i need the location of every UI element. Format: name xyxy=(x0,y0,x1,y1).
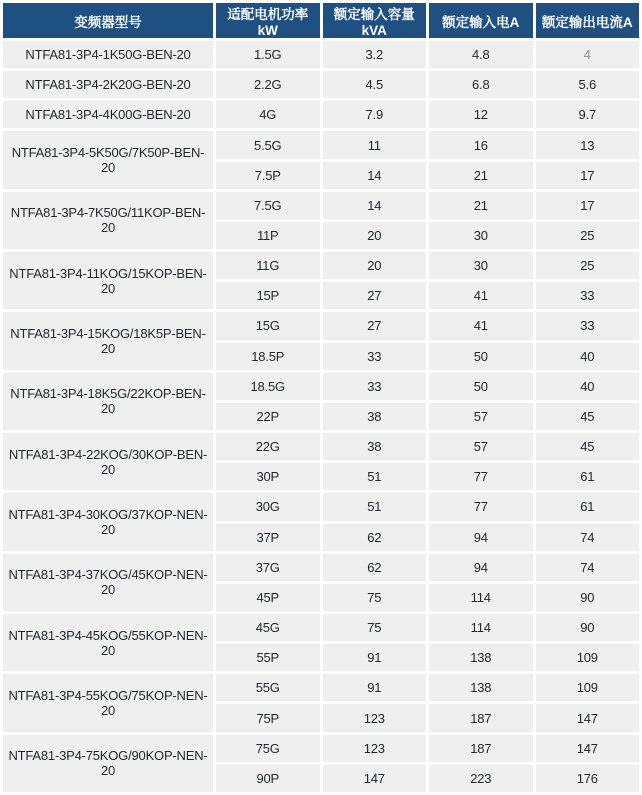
value-cell: 90P xyxy=(216,765,320,792)
value-cell: 147 xyxy=(536,735,640,762)
header-row xyxy=(3,3,639,38)
model-cell: NTFA81-3P4-5K50G/7K50P-BEN-20 xyxy=(3,131,213,188)
table-row xyxy=(3,41,639,68)
table-row xyxy=(3,131,639,158)
value-cell: 55P xyxy=(216,644,320,671)
value-cell: 138 xyxy=(429,644,533,671)
value-cell: 33 xyxy=(323,343,427,370)
value-cell: 40 xyxy=(536,373,640,400)
value-cell: 57 xyxy=(429,433,533,460)
value-cell: 114 xyxy=(429,584,533,611)
value-cell: 147 xyxy=(323,765,427,792)
value-cell: 187 xyxy=(429,704,533,731)
value-cell: 41 xyxy=(429,312,533,339)
value-cell: 90 xyxy=(536,584,640,611)
value-cell: 55G xyxy=(216,674,320,701)
value-cell: 25 xyxy=(536,252,640,279)
value-cell: 75G xyxy=(216,735,320,762)
value-cell: 40 xyxy=(536,343,640,370)
value-cell: 7.5P xyxy=(216,162,320,189)
value-cell: 5.5G xyxy=(216,131,320,158)
value-cell: 75 xyxy=(323,584,427,611)
value-cell: 33 xyxy=(536,312,640,339)
model-cell: NTFA81-3P4-18K5G/22KOP-BEN-20 xyxy=(3,373,213,430)
value-cell: 11P xyxy=(216,222,320,249)
header-model: 变频器型号 xyxy=(3,3,213,38)
value-cell: 11 xyxy=(323,131,427,158)
value-cell: 45 xyxy=(536,403,640,430)
table-row xyxy=(3,493,639,520)
value-cell: 75P xyxy=(216,704,320,731)
value-cell: 27 xyxy=(323,312,427,339)
value-cell: 1.5G xyxy=(216,41,320,68)
value-cell: 62 xyxy=(323,554,427,581)
value-cell: 15G xyxy=(216,312,320,339)
table-row xyxy=(3,433,639,460)
value-cell: 38 xyxy=(323,433,427,460)
value-cell: 22G xyxy=(216,433,320,460)
value-cell: 27 xyxy=(323,282,427,309)
value-cell: 17 xyxy=(536,162,640,189)
header-motor-power: 适配电机功率kW xyxy=(216,3,320,38)
value-cell: 90 xyxy=(536,614,640,641)
table-row xyxy=(3,614,639,641)
value-cell: 22P xyxy=(216,403,320,430)
value-cell: 123 xyxy=(323,735,427,762)
table-row xyxy=(3,71,639,98)
value-cell: 30 xyxy=(429,222,533,249)
value-cell: 57 xyxy=(429,403,533,430)
table-row xyxy=(3,192,639,219)
value-cell: 223 xyxy=(429,765,533,792)
header-input-capacity: 额定输入容量kVA xyxy=(323,3,427,38)
value-cell: 176 xyxy=(536,765,640,792)
value-cell: 33 xyxy=(536,282,640,309)
value-cell: 94 xyxy=(429,554,533,581)
value-cell: 16 xyxy=(429,131,533,158)
value-cell: 50 xyxy=(429,343,533,370)
value-cell: 4.8 xyxy=(429,41,533,68)
value-cell: 62 xyxy=(323,524,427,551)
value-cell: 4 xyxy=(536,41,640,68)
value-cell: 51 xyxy=(323,493,427,520)
model-cell: NTFA81-3P4-7K50G/11KOP-BEN-20 xyxy=(3,192,213,249)
value-cell: 74 xyxy=(536,554,640,581)
header-input-current: 额定输入电A xyxy=(429,3,533,38)
value-cell: 61 xyxy=(536,463,640,490)
value-cell: 114 xyxy=(429,614,533,641)
value-cell: 7.9 xyxy=(323,101,427,128)
model-cell: NTFA81-3P4-30KOG/37KOP-NEN-20 xyxy=(3,493,213,550)
value-cell: 41 xyxy=(429,282,533,309)
value-cell: 45G xyxy=(216,614,320,641)
value-cell: 21 xyxy=(429,192,533,219)
value-cell: 5.6 xyxy=(536,71,640,98)
value-cell: 20 xyxy=(323,252,427,279)
value-cell: 17 xyxy=(536,192,640,219)
value-cell: 14 xyxy=(323,192,427,219)
value-cell: 13 xyxy=(536,131,640,158)
table-row xyxy=(3,735,639,762)
model-cell: NTFA81-3P4-22KOG/30KOP-BEN-20 xyxy=(3,433,213,490)
model-cell: NTFA81-3P4-4K00G-BEN-20 xyxy=(3,101,213,128)
value-cell: 77 xyxy=(429,493,533,520)
model-cell: NTFA81-3P4-1K50G-BEN-20 xyxy=(3,41,213,68)
value-cell: 45P xyxy=(216,584,320,611)
value-cell: 50 xyxy=(429,373,533,400)
value-cell: 38 xyxy=(323,403,427,430)
value-cell: 7.5G xyxy=(216,192,320,219)
value-cell: 25 xyxy=(536,222,640,249)
value-cell: 37G xyxy=(216,554,320,581)
value-cell: 18.5P xyxy=(216,343,320,370)
value-cell: 33 xyxy=(323,373,427,400)
value-cell: 61 xyxy=(536,493,640,520)
value-cell: 37P xyxy=(216,524,320,551)
table-row xyxy=(3,373,639,400)
value-cell: 21 xyxy=(429,162,533,189)
value-cell: 20 xyxy=(323,222,427,249)
value-cell: 15P xyxy=(216,282,320,309)
value-cell: 14 xyxy=(323,162,427,189)
value-cell: 45 xyxy=(536,433,640,460)
value-cell: 123 xyxy=(323,704,427,731)
value-cell: 3.2 xyxy=(323,41,427,68)
model-cell: NTFA81-3P4-37KOG/45KOP-NEN-20 xyxy=(3,554,213,611)
value-cell: 18.5G xyxy=(216,373,320,400)
value-cell: 11G xyxy=(216,252,320,279)
value-cell: 51 xyxy=(323,463,427,490)
spec-table-body xyxy=(3,41,639,792)
model-cell: NTFA81-3P4-11KOG/15KOP-BEN-20 xyxy=(3,252,213,309)
table-row xyxy=(3,252,639,279)
table-row xyxy=(3,554,639,581)
value-cell: 91 xyxy=(323,644,427,671)
value-cell: 91 xyxy=(323,674,427,701)
header-output-current: 额定输出电流A xyxy=(536,3,640,38)
value-cell: 30G xyxy=(216,493,320,520)
model-cell: NTFA81-3P4-2K20G-BEN-20 xyxy=(3,71,213,98)
model-cell: NTFA81-3P4-15KOG/18K5P-BEN-20 xyxy=(3,312,213,369)
value-cell: 4.5 xyxy=(323,71,427,98)
value-cell: 9.7 xyxy=(536,101,640,128)
value-cell: 6.8 xyxy=(429,71,533,98)
value-cell: 77 xyxy=(429,463,533,490)
value-cell: 109 xyxy=(536,644,640,671)
value-cell: 147 xyxy=(536,704,640,731)
value-cell: 30 xyxy=(429,252,533,279)
value-cell: 74 xyxy=(536,524,640,551)
value-cell: 2.2G xyxy=(216,71,320,98)
value-cell: 4G xyxy=(216,101,320,128)
value-cell: 187 xyxy=(429,735,533,762)
value-cell: 138 xyxy=(429,674,533,701)
table-row xyxy=(3,101,639,128)
value-cell: 30P xyxy=(216,463,320,490)
model-cell: NTFA81-3P4-55KOG/75KOP-NEN-20 xyxy=(3,674,213,731)
table-row xyxy=(3,674,639,701)
model-cell: NTFA81-3P4-75KOG/90KOP-NEN-20 xyxy=(3,735,213,792)
table-row xyxy=(3,312,639,339)
value-cell: 109 xyxy=(536,674,640,701)
value-cell: 94 xyxy=(429,524,533,551)
model-cell: NTFA81-3P4-45KOG/55KOP-NEN-20 xyxy=(3,614,213,671)
value-cell: 12 xyxy=(429,101,533,128)
value-cell: 75 xyxy=(323,614,427,641)
